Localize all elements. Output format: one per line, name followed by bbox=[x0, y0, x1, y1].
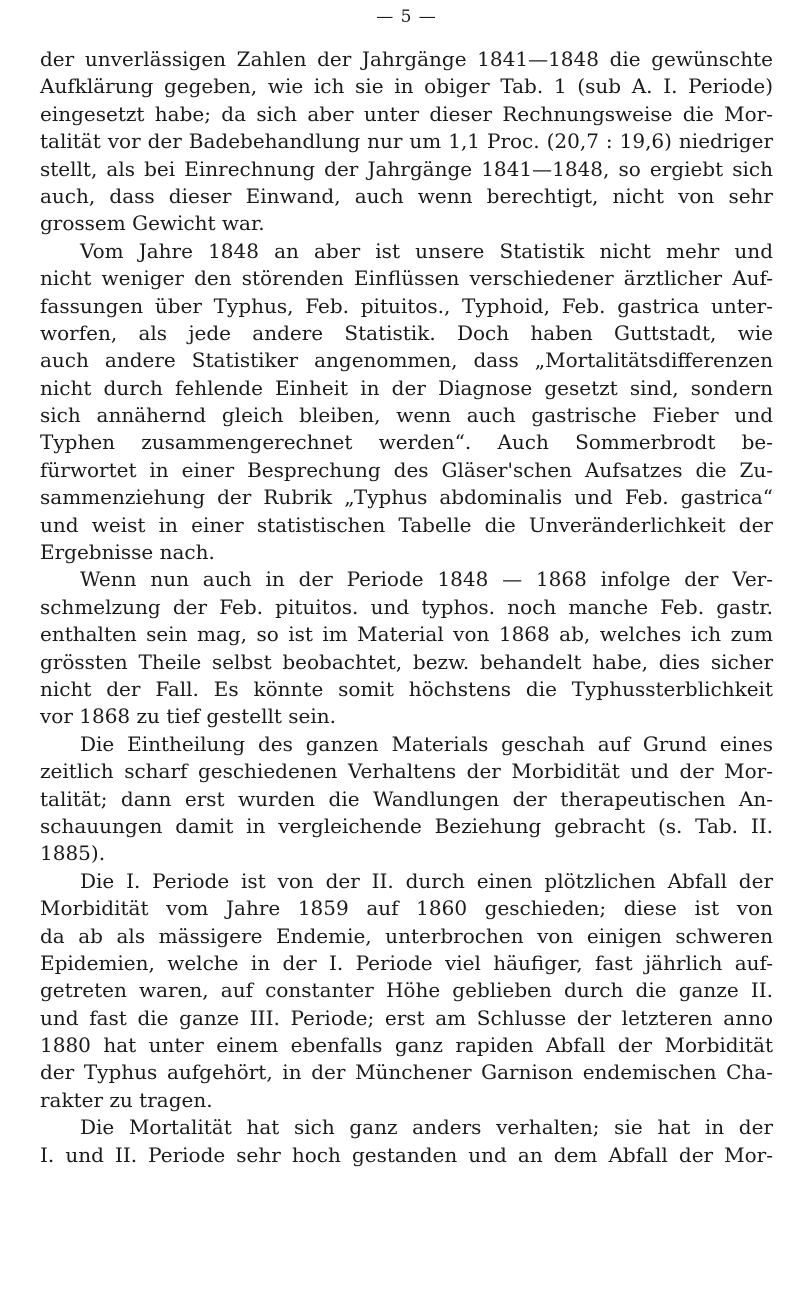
text-line: Die I. Periode ist von der II. durch einen plötzlichen Abfall der bbox=[80, 868, 773, 893]
text-line: getreten waren, auf constanter Höhe geblieben durch die ganze II. bbox=[40, 978, 773, 1003]
text-line: enthalten sein mag, so ist im Material von 1868 ab, welches ich zum bbox=[40, 622, 773, 647]
text-line: da ab als mässigere Endemie, unterbrochen von einigen schweren bbox=[40, 923, 773, 948]
page-number: — 5 — bbox=[376, 7, 437, 27]
text-line: Aufklärung gegeben, wie ich sie in obiger Tab. 1 (sub A. I. Periode) bbox=[40, 74, 773, 99]
text-line: Die Mortalität hat sich ganz anders verhalten; sie hat in der bbox=[80, 1115, 773, 1140]
text-line: talität vor der Badebehandlung nur um 1,1 Proc. (20,7 : 19,6) niedriger bbox=[40, 129, 773, 154]
body-text bbox=[40, 46, 773, 1169]
text-line: Typhen zusammengerechnet werden“. Auch Sommerbrodt be- bbox=[40, 430, 773, 455]
text-line: sammenziehung der Rubrik „Typhus abdominalis und Feb. gastrica“ bbox=[40, 485, 773, 510]
text-line: nicht der Fall. Es könnte somit höchstens die Typhussterblichkeit bbox=[40, 676, 773, 701]
text-line: sich annähernd gleich bleiben, wenn auch gastrische Fieber und bbox=[40, 403, 773, 428]
text-line: fürwortet in einer Besprechung des Gläser'schen Aufsatzes die Zu- bbox=[40, 457, 773, 482]
text-line: rakter zu tragen. bbox=[40, 1087, 213, 1112]
text-line: Die Eintheilung des ganzen Materials geschah auf Grund eines bbox=[80, 731, 773, 756]
text-line: auch andere Statistiker angenommen, dass „Mortalitätsdifferenzen bbox=[40, 348, 773, 373]
text-line: grössten Theile selbst beobachtet, bezw. behandelt habe, dies sicher bbox=[40, 649, 773, 674]
text-line: worfen, als jede andere Statistik. Doch haben Guttstadt, wie bbox=[40, 320, 773, 345]
text-line: schauungen damit in vergleichende Beziehung gebracht (s. Tab. II. bbox=[40, 813, 773, 838]
text-line: Wenn nun auch in der Periode 1848 — 1868 infolge der Ver- bbox=[80, 567, 773, 592]
text-line: auch, dass dieser Einwand, auch wenn berechtigt, nicht von sehr bbox=[40, 183, 773, 208]
text-line: Vom Jahre 1848 an aber ist unsere Statistik nicht mehr und bbox=[80, 238, 773, 263]
text-line: und fast die ganze III. Periode; erst am Schlusse der letzteren anno bbox=[40, 1005, 773, 1030]
text-line: zeitlich scharf geschiedenen Verhaltens der Morbidität und der Mor- bbox=[40, 759, 773, 784]
text-line: der unverlässigen Zahlen der Jahrgänge 1841—1848 die gewünschte bbox=[40, 47, 773, 71]
text-line: I. und II. Periode sehr hoch gestanden und an dem Abfall der Mor- bbox=[40, 1142, 773, 1167]
text-line: 1880 hat unter einem ebenfalls ganz rapiden Abfall der Morbidität bbox=[40, 1033, 773, 1058]
text-line: Ergebnisse nach. bbox=[40, 540, 215, 565]
text-line: talität; dann erst wurden die Wandlungen der therapeutischen An- bbox=[40, 786, 773, 811]
text-line: Epidemien, welche in der I. Periode viel häufiger, fast jährlich auf- bbox=[40, 950, 773, 975]
text-line: vor 1868 zu tief gestellt sein. bbox=[40, 704, 337, 729]
text-line: eingesetzt habe; da sich aber unter dieser Rechnungsweise die Mor- bbox=[40, 101, 773, 126]
text-line: nicht weniger den störenden Einflüssen verschiedener ärztlicher Auf- bbox=[40, 266, 773, 291]
text-line: schmelzung der Feb. pituitos. und typhos. noch manche Feb. gastr. bbox=[40, 594, 773, 619]
text-line: und weist in einer statistischen Tabelle die Unveränderlichkeit der bbox=[40, 512, 773, 537]
text-line: fassungen über Typhus, Feb. pituitos., Typhoid, Feb. gastrica unter- bbox=[40, 293, 773, 318]
text-line: nicht durch fehlende Einheit in der Diagnose gesetzt sind, sondern bbox=[40, 375, 773, 400]
text-line: Morbidität vom Jahre 1859 auf 1860 geschieden; diese ist von bbox=[40, 896, 773, 921]
text-line: 1885). bbox=[40, 841, 106, 866]
text-line: stellt, als bei Einrechnung der Jahrgänge 1841—1848, so ergiebt sich bbox=[40, 156, 773, 181]
text-line: der Typhus aufgehört, in der Münchener Garnison endemischen Cha- bbox=[40, 1060, 773, 1085]
text-line: grossem Gewicht war. bbox=[40, 211, 265, 236]
